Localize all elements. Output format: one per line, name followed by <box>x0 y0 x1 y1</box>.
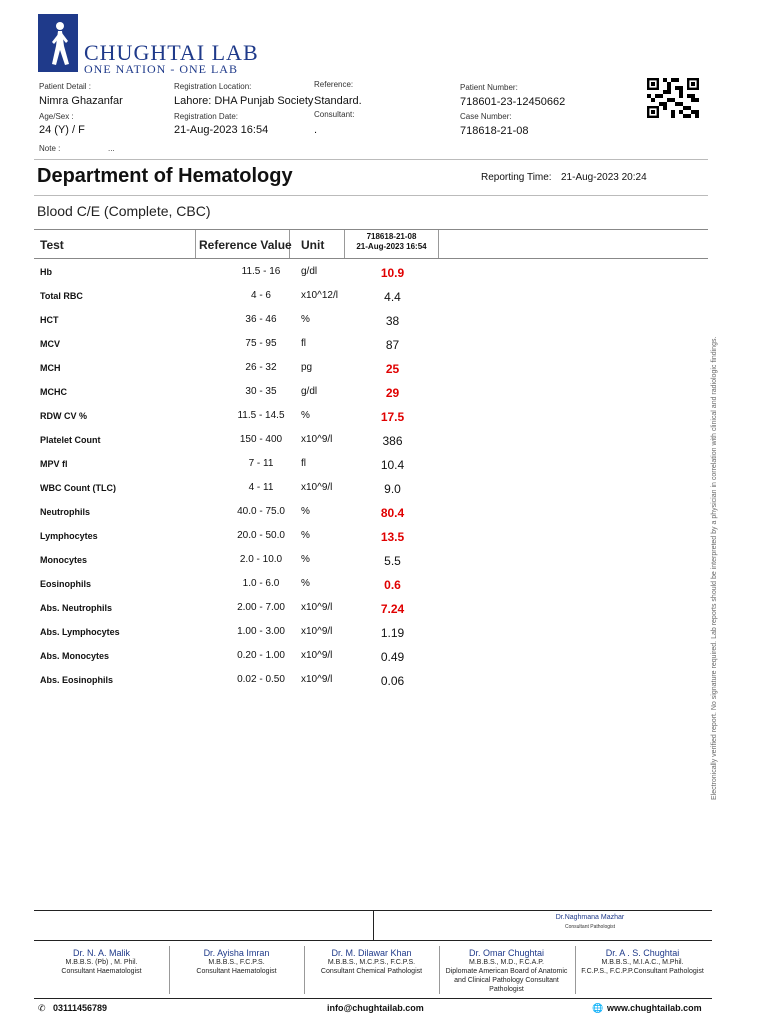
result-value: 4.4 <box>384 290 401 304</box>
doctor-qualifications: M.B.B.S., M.I.A.C., M.Phil. <box>601 959 684 966</box>
department-title: Department of Hematology <box>37 165 293 187</box>
test-name: MCHC <box>40 387 67 397</box>
col-header-case-number: 718618-21-08 <box>366 232 417 241</box>
reference-value: 7 - 11 <box>248 458 274 469</box>
test-name: Eosinophils <box>40 579 92 589</box>
unit: % <box>301 410 310 421</box>
table-row <box>34 621 708 645</box>
doctor-block <box>439 948 574 994</box>
unit: % <box>301 506 310 517</box>
globe-icon: 🌐 <box>592 1003 604 1013</box>
test-name: Hb <box>40 267 52 277</box>
doctor-name: Dr. Omar Chughtai <box>468 948 545 958</box>
col-header-unit: Unit <box>301 238 325 252</box>
doctor-qualifications: M.B.B.S., M.C.P.S., F.C.P.S. <box>327 959 416 966</box>
reference-label: Reference: <box>314 80 354 89</box>
result-value: 0.06 <box>380 674 405 688</box>
reference-value: Standard. <box>314 95 362 107</box>
table-row <box>34 597 708 621</box>
doctor-qualifications: M.B.B.S., M.D., F.C.A.P. <box>469 959 544 966</box>
test-name: RDW CV % <box>40 411 87 421</box>
reference-value: 36 - 46 <box>245 314 277 325</box>
lab-name: CHUGHTAI LAB <box>84 40 259 65</box>
table-row <box>34 549 708 573</box>
table-row <box>34 453 708 477</box>
unit: x10^9/l <box>301 674 333 685</box>
note-label: Note : <box>39 144 61 153</box>
doctor-name: Dr. M. Dilawar Khan <box>331 948 412 958</box>
unit: % <box>301 578 310 589</box>
reference-value: 30 - 35 <box>245 386 277 397</box>
phone-number: 03111456789 <box>53 1003 108 1013</box>
unit: g/dl <box>301 266 318 277</box>
table-row <box>34 405 708 429</box>
reference-value: 1.00 - 3.00 <box>237 626 285 637</box>
table-row <box>34 525 708 549</box>
table-header-top-border <box>34 229 708 230</box>
unit: x10^9/l <box>301 602 333 613</box>
test-name: Lymphocytes <box>40 531 98 541</box>
result-value: 386 <box>382 434 403 448</box>
result-value: 9.0 <box>384 482 401 496</box>
reference-value: 11.5 - 14.5 <box>237 410 285 421</box>
test-name: MPV fl <box>40 459 68 469</box>
note-value: ... <box>108 144 115 153</box>
registration-date-label: Registration Date: <box>174 112 239 121</box>
phone-icon: ✆ <box>38 1003 46 1013</box>
test-name: Abs. Eosinophils <box>40 675 114 685</box>
reference-value: 40.0 - 75.0 <box>237 506 285 517</box>
reporting-time-label: Reporting Time: <box>481 172 552 183</box>
test-name: Platelet Count <box>40 435 101 445</box>
signatory-title: Consultant Pathologist <box>564 924 616 930</box>
test-name: Abs. Lymphocytes <box>40 627 120 637</box>
doctor-block <box>34 948 169 976</box>
test-name: MCV <box>40 339 60 349</box>
unit: % <box>301 314 310 325</box>
table-row <box>34 501 708 525</box>
registration-date: 21-Aug-2023 16:54 <box>174 124 269 136</box>
doctor-title: Consultant Chemical Pathologist <box>320 968 423 975</box>
unit: g/dl <box>301 386 318 397</box>
test-name: WBC Count (TLC) <box>40 483 116 493</box>
reference-value: 0.02 - 0.50 <box>237 674 285 685</box>
lab-logo <box>38 14 258 74</box>
patient-number-label: Patient Number: <box>460 83 518 92</box>
doctor-title: Diplomate American Board of Anatomic and Clinical Pathology Consultant Pathologist <box>445 968 568 993</box>
result-value: 5.5 <box>384 554 401 568</box>
reference-value: 75 - 95 <box>245 338 277 349</box>
reference-value: 26 - 32 <box>245 362 277 373</box>
result-value: 17.5 <box>380 410 405 424</box>
result-value: 38 <box>385 314 400 328</box>
unit: x10^9/l <box>301 626 333 637</box>
reference-value: 4 - 11 <box>248 482 274 493</box>
doctor-block <box>575 948 710 976</box>
col-header-date: 21-Aug-2023 16:54 <box>356 242 427 251</box>
reference-value: 2.0 - 10.0 <box>239 554 283 565</box>
unit: x10^9/l <box>301 482 333 493</box>
website-url: www.chughtailab.com <box>607 1003 702 1013</box>
result-value: 13.5 <box>380 530 405 544</box>
table-row <box>34 381 708 405</box>
col-header-reference: Reference Value <box>199 238 292 252</box>
case-number-label: Case Number: <box>460 112 512 121</box>
patient-detail-label: Patient Detail : <box>39 82 92 91</box>
table-row <box>34 477 708 501</box>
footer-email[interactable]: info@chughtailab.com <box>327 1003 424 1013</box>
unit: x10^9/l <box>301 434 333 445</box>
qr-code-icon <box>647 78 699 118</box>
test-name: Monocytes <box>40 555 88 565</box>
col-header-test: Test <box>40 238 64 252</box>
footer-website[interactable] <box>592 1003 702 1014</box>
registration-location-label: Registration Location: <box>174 82 252 91</box>
table-row <box>34 261 708 285</box>
patient-number: 718601-23-12450662 <box>460 96 566 108</box>
table-row <box>34 669 708 693</box>
reference-value: 0.20 - 1.00 <box>237 650 285 661</box>
result-value: 0.6 <box>384 578 401 592</box>
unit: % <box>301 554 310 565</box>
result-value: 87 <box>385 338 400 352</box>
unit: x10^12/l <box>301 290 338 301</box>
case-number: 718618-21-08 <box>460 125 529 137</box>
doctor-name: Dr. N. A. Malik <box>72 948 130 958</box>
unit: fl <box>301 338 306 349</box>
age-sex-label: Age/Sex : <box>39 112 74 121</box>
reference-value: 2.00 - 7.00 <box>237 602 285 613</box>
signatory-name: Dr.Naghmana Mazhar <box>555 914 625 921</box>
result-value: 80.4 <box>380 506 405 520</box>
doctor-title: F.C.P.S., F.C.P.P.Consultant Pathologist <box>581 968 704 975</box>
result-value: 0.49 <box>380 650 405 664</box>
lab-tagline: ONE NATION - ONE LAB <box>84 62 238 76</box>
footer-divider <box>34 940 712 941</box>
test-name: Abs. Monocytes <box>40 651 110 661</box>
result-value: 29 <box>385 386 400 400</box>
divider <box>34 159 708 160</box>
column-separator <box>195 230 196 258</box>
test-panel-title: Blood C/E (Complete, CBC) <box>37 203 211 219</box>
test-name: Total RBC <box>40 291 83 301</box>
test-name: Neutrophils <box>40 507 91 517</box>
result-value: 10.9 <box>380 266 405 280</box>
table-row <box>34 645 708 669</box>
unit: fl <box>301 458 306 469</box>
table-row <box>34 333 708 357</box>
footer-divider <box>34 998 712 999</box>
table-row <box>34 309 708 333</box>
doctor-qualifications: M.B.B.S. (Pb) , M. Phil. <box>65 959 138 966</box>
table-row <box>34 573 708 597</box>
result-value: 7.24 <box>380 602 405 616</box>
walking-man-logo-icon <box>38 14 78 72</box>
result-value: 10.4 <box>380 458 405 472</box>
table-row <box>34 285 708 309</box>
patient-name: Nimra Ghazanfar <box>39 95 123 107</box>
unit: % <box>301 530 310 541</box>
doctor-name: Dr. Ayisha Imran <box>203 948 270 958</box>
column-separator <box>438 230 439 258</box>
unit: pg <box>301 362 313 373</box>
table-row <box>34 357 708 381</box>
reference-value: 4 - 6 <box>250 290 271 301</box>
verification-disclaimer: Electronically verified report. No signature required. Lab reports should be interpreted by a physician in correlation with clinical and radiologic findings. <box>711 336 718 800</box>
reference-value: 150 - 400 <box>239 434 283 445</box>
doctor-block <box>169 948 304 976</box>
reference-value: 20.0 - 50.0 <box>237 530 285 541</box>
consultant-label: Consultant: <box>314 110 355 119</box>
age-sex-value: 24 (Y) / F <box>39 124 85 136</box>
doctor-title: Consultant Haematologist <box>196 968 277 975</box>
doctor-qualifications: M.B.B.S., F.C.P.S. <box>208 959 265 966</box>
doctor-block <box>304 948 439 976</box>
reference-value: 11.5 - 16 <box>241 266 281 277</box>
unit: x10^9/l <box>301 650 333 661</box>
table-header-bottom-border <box>34 258 708 259</box>
col-header-result <box>345 232 438 252</box>
reporting-time-value: 21-Aug-2023 20:24 <box>561 172 647 183</box>
registration-location: Lahore: DHA Punjab Society <box>174 95 314 107</box>
test-name: Abs. Neutrophils <box>40 603 113 613</box>
result-value: 1.19 <box>380 626 405 640</box>
result-value: 25 <box>385 362 400 376</box>
footer-separator <box>373 910 374 940</box>
doctor-name: Dr. A . S. Chughtai <box>605 948 680 958</box>
footer-phone[interactable] <box>38 1003 107 1014</box>
reference-value: 1.0 - 6.0 <box>242 578 280 589</box>
table-row <box>34 429 708 453</box>
divider <box>34 195 708 196</box>
test-name: MCH <box>40 363 61 373</box>
doctor-title: Consultant Haematologist <box>61 968 142 975</box>
consultant-value: . <box>314 124 318 136</box>
test-name: HCT <box>40 315 59 325</box>
